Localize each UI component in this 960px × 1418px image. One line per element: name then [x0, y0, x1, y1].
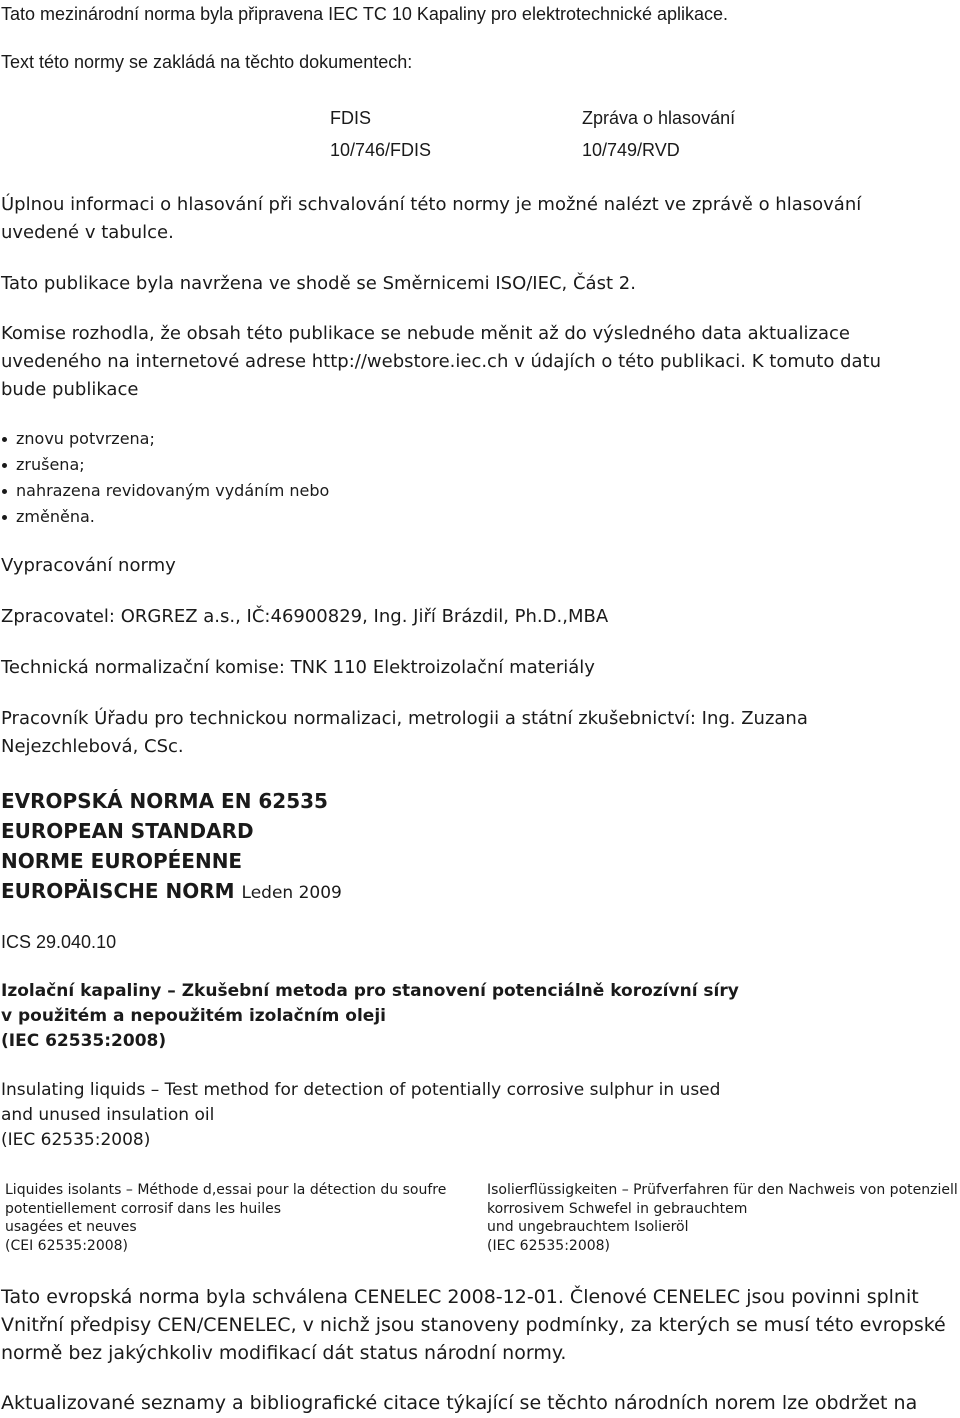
standard-title-cz: EVROPSKÁ NORMA EN 62535 [1, 789, 328, 813]
list-item: zrušena; [1, 452, 329, 478]
title-en-line-3: (IEC 62535:2008) [1, 1130, 151, 1150]
technical-committee-text: Technická normalizační komise: TNK 110 Elektroizolační materiály [1, 657, 595, 678]
directives-text: Tato publikace byla navržena ve shodě se Směrnicemi ISO/IEC, Část 2. [1, 273, 636, 294]
title-fr-column [5, 1181, 446, 1255]
title-cz-line-2: v použitém a nepoužitém izolačním oleji [1, 1006, 386, 1026]
voting-info-line-1: Úplnou informaci o hlasování při schvalování této normy je možné nalézt ve zprávě o hlasování [1, 194, 862, 215]
title-de-line-1: Isolierflüssigkeiten – Prüfverfahren für den Nachweis von potenziell [487, 1182, 958, 1198]
rvd-header: Zpráva o hlasování [582, 108, 736, 128]
approval-line-1: Tato evropská norma byla schválena CENELEC 2008-12-01. Členové CENELEC jsou povinni splnit [1, 1286, 919, 1308]
list-item: nahrazena revidovaným vydáním nebo [1, 478, 329, 504]
title-cz-line-1: Izolační kapaliny – Zkušební metoda pro stanovení potenciálně korozívní síry [1, 981, 739, 1001]
title-de-line-3: und ungebrauchtem Isolieröl [487, 1219, 689, 1235]
standard-title-en: EUROPEAN STANDARD [1, 819, 254, 843]
title-fr-line-4: (CEI 62535:2008) [5, 1237, 129, 1254]
approval-line-3: normě bez jakýchkoliv modifikací dát status národní normy. [1, 1342, 567, 1364]
title-fr-line-3: usagées et neuves [5, 1219, 137, 1235]
voting-info-line-2: uvedené v tabulce. [1, 222, 174, 243]
title-de-line-4: (IEC 62535:2008) [487, 1237, 611, 1254]
rvd-value: 10/749/RVD [582, 140, 680, 160]
title-de-line-2: korrosivem Schwefel in gebrauchtem [487, 1200, 748, 1217]
committee-line-3: bude publikace [1, 379, 139, 400]
title-fr-line-1: Liquides isolants – Méthode d,essai pour la détection du soufre [5, 1182, 447, 1198]
officer-line-1: Pracovník Úřadu pro technickou normalizaci, metrologii a státní zkušebnictví: Ing. Zuzana [1, 708, 808, 729]
title-en-line-1: Insulating liquids – Test method for detection of potentially corrosive sulphur in used [1, 1080, 721, 1100]
standard-heading [1, 786, 342, 908]
processor-text: Zpracovatel: ORGREZ a.s., IČ:46900829, Ing. Jiří Brázdil, Ph.D.,MBA [1, 606, 609, 627]
officer-line-2: Nejezchlebová, CSc. [1, 736, 184, 757]
fdis-header: FDIS [330, 108, 372, 128]
list-item: změněna. [1, 504, 329, 530]
standard-title-fr: NORME EUROPÉENNE [1, 849, 243, 873]
preparation-heading: Vypracování normy [1, 555, 176, 576]
committee-line-2: uvedeného na internetové adrese http://webstore.iec.ch v údajích o této publikaci. K tomuto datu [1, 351, 882, 372]
intro-line-1: Tato mezinárodní norma byla připravena IEC TC 10 Kapaliny pro elektrotechnické aplikace. [1, 4, 729, 24]
fdis-value: 10/746/FDIS [330, 140, 432, 160]
ics-code: ICS 29.040.10 [1, 932, 117, 952]
intro-line-2: Text této normy se zakládá na těchto dokumentech: [1, 52, 413, 72]
committee-line-1: Komise rozhodla, že obsah této publikace se nebude měnit až do výsledného data aktualizace [1, 323, 850, 344]
rvd-column [582, 102, 735, 166]
standard-date: Leden 2009 [241, 883, 342, 903]
list-item: znovu potvrzena; [1, 426, 329, 452]
lists-line-1: Aktualizované seznamy a bibliografické citace týkající se těchto národních norem lze obdržet na [1, 1392, 918, 1414]
standard-title-de: EUROPÄISCHE NORM [1, 879, 235, 903]
fdis-column [330, 102, 431, 166]
publication-status-list [1, 426, 329, 530]
title-en-line-2: and unused insulation oil [1, 1105, 215, 1125]
title-de-column [487, 1181, 958, 1255]
approval-line-2: Vnitřní předpisy CEN/CENELEC, v nichž jsou stanoveny podmínky, za kterých se musí této evropské [1, 1314, 946, 1336]
title-cz-line-3: (IEC 62535:2008) [1, 1031, 167, 1051]
title-fr-line-2: potentiellement corrosif dans les huiles [5, 1200, 281, 1217]
